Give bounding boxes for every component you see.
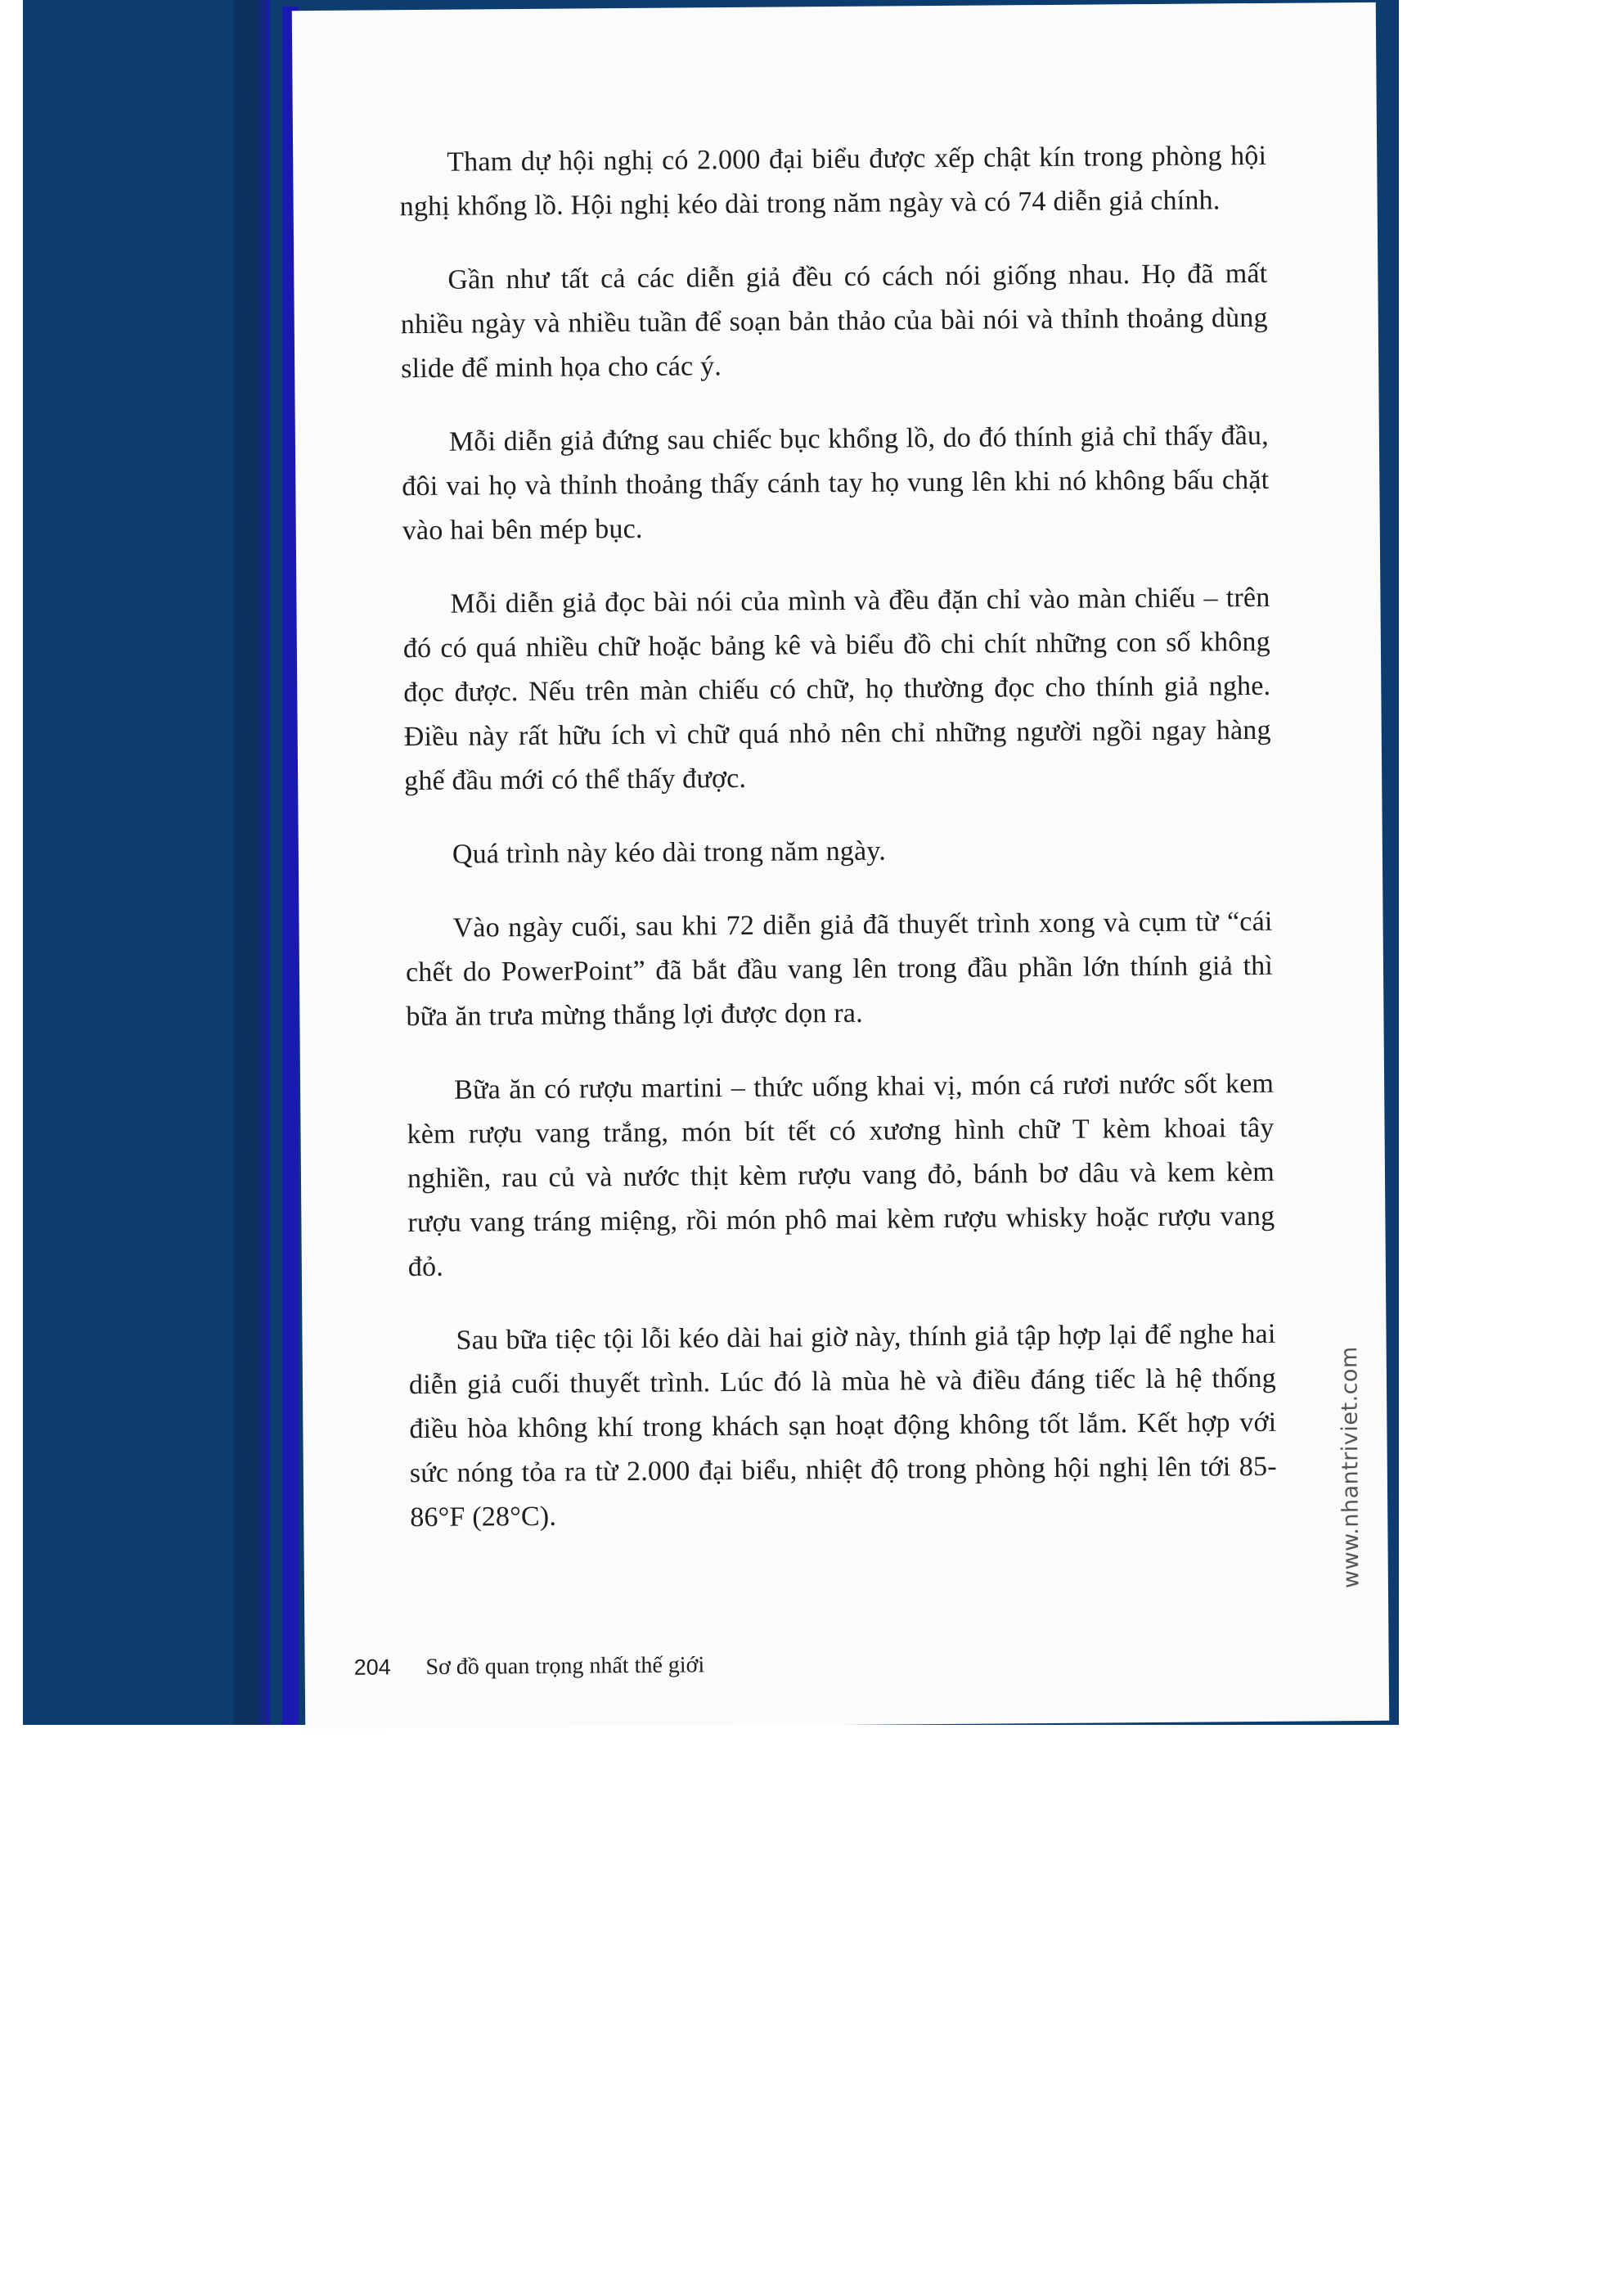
watermark-text: www.nhantriviet.com [1337,1346,1364,1589]
paragraph: Tham dự hội nghị có 2.000 đại biểu được xếp chật kín trong phòng hội nghị khổng lồ. Hội nghị kéo dài trong năm ngày và có 74 diễn giả chính. [399,140,1267,223]
paragraph: Vào ngày cuối, sau khi 72 diễn giả đã thuyết trình xong và cụm từ “cái chết do PowerPoint” đã bắt đầu vang lên trong đầu phần lớn thính giả thì bữa ăn trưa mừng thắng lợi được dọn ra. [405,906,1274,1033]
paragraph: Gần như tất cả các diễn giả đều có cách nói giống nhau. Họ đã mất nhiều ngày và nhiều tuần để soạn bản thảo của bài nói và thỉnh thoảng dùng slide để minh họa cho các ý. [400,258,1268,385]
watermark [1324,1328,1376,1606]
running-title: Sơ đồ quan trọng nhất thế giới [425,1652,705,1681]
page-footer [354,1652,705,1681]
page-gutter-shadow [233,0,270,1725]
paragraph: Sau bữa tiệc tội lỗi kéo dài hai giờ này, thính giả tập hợp lại để nghe hai diễn giả cuối thuyết trình. Lúc đó là mùa hè và điều đáng tiếc là hệ thống điều hòa không khí trong khách sạn hoạt động không tốt lắm. Kết hợp với sức nóng tỏa ra từ 2.000 đại biểu, nhiệt độ trong phòng hội nghị lên tới 85-86°F (28°C). [408,1318,1277,1533]
paragraph: Mỗi diễn giả đứng sau chiếc bục khổng lồ, do đó thính giả chỉ thấy đầu, đôi vai họ và thỉnh thoảng thấy cánh tay họ vung lên khi nó không bấu chặt vào hai bên mép bục. [402,420,1270,547]
book-page [292,2,1389,1729]
paragraph: Quá trình này kéo dài trong năm ngày. [452,835,887,870]
page-number: 204 [353,1654,391,1680]
body-text [399,134,1278,1569]
paragraph: Bữa ăn có rượu martini – thức uống khai vị, món cá rươi nước sốt kem kèm rượu vang trắng, món bít tết có xương hình chữ T kèm khoai tây nghiền, rau củ và nước thịt kèm rượu vang đỏ, bánh bơ dâu và kem kèm rượu vang tráng miệng, rồi món phô mai kèm rượu whisky hoặc rượu vang đỏ. [407,1068,1275,1283]
paragraph: Mỗi diễn giả đọc bài nói của mình và đều đặn chỉ vào màn chiếu – trên đó có quá nhiều chữ hoặc bảng kê và biểu đồ chi chít những con số không đọc được. Nếu trên màn chiếu có chữ, họ thường đọc cho thính giả nghe. Điều này rất hữu ích vì chữ quá nhỏ nên chỉ những người ngồi ngay hàng ghế đầu mới có thể thấy được. [402,582,1271,797]
